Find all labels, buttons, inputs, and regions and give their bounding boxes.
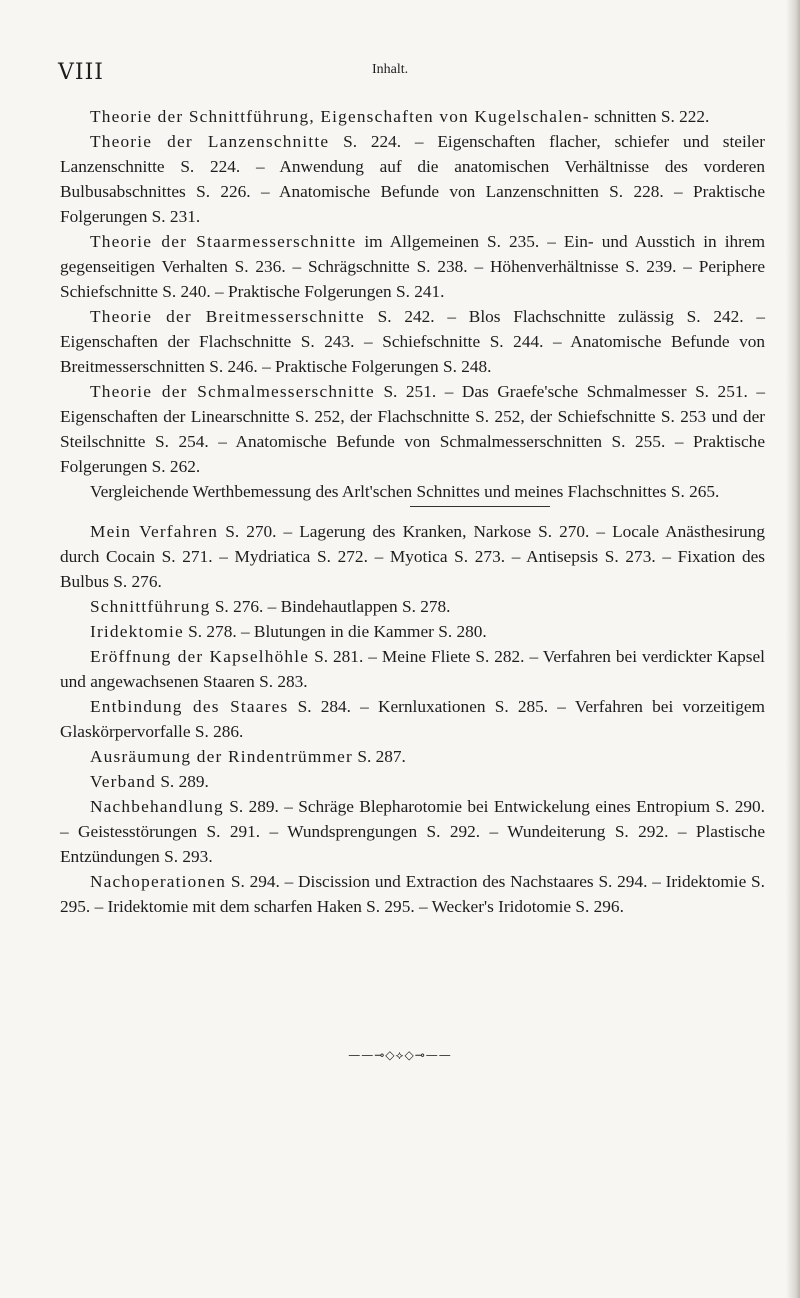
toc-section-method bbox=[60, 519, 765, 919]
toc-entry-text: S. 224. – Eigenschaften flacher, schiefer und steiler Lanzenschnitte S. 224. – Anwendung auf die anatomischen Verhältnisse des vorderen Bulbusabschnittes S. 226. – Anatomische Befunde von Lanzenschnitten S. 228. – Praktische Folgerungen S. 231. bbox=[60, 132, 765, 226]
toc-entry-heading: Verband bbox=[90, 772, 156, 791]
end-ornament: ——⊸◇⟡◇⊸—— bbox=[348, 1048, 452, 1062]
toc-entry-heading: Eröffnung der Kapselhöhle bbox=[90, 647, 310, 666]
toc-entry-text: schnitten S. 222. bbox=[594, 107, 710, 126]
page-edge-shadow bbox=[786, 0, 800, 1298]
toc-entry-heading: Nachoperationen bbox=[90, 872, 227, 891]
toc-entry bbox=[60, 229, 765, 304]
toc-entry-heading: Theorie der Schmalmesserschnitte bbox=[90, 382, 375, 401]
toc-entry-text: S. 281. – Meine Fliete S. 282. – Verfahren bei verdickter Kapsel und angewachsenen Staaren S. 283. bbox=[60, 647, 765, 691]
toc-entry-heading: Mein Verfahren bbox=[90, 522, 219, 541]
toc-entry bbox=[60, 769, 765, 794]
toc-entry-text: S. 251. – Das Graefe'sche Schmalmesser S. 251. – Eigenschaften der Linearschnitte S. 252, der Flachschnitte S. 252, der Schiefschnitte S. 253 und der Steilschnitte S. 254. – Anatomische Befunde von Schmalmesserschnitten S. 255. – Praktische Folgerungen S. 262. bbox=[60, 382, 765, 476]
toc-entry bbox=[60, 619, 765, 644]
toc-entry bbox=[60, 744, 765, 769]
toc-entry-heading: Theorie der Breitmesserschnitte bbox=[90, 307, 365, 326]
toc-entry-text: S. 294. – Discission und Extraction des Nachstaares S. 294. – Iridektomie S. 295. – Iridektomie mit dem scharfen Haken S. 295. – Wecker's Iridotomie S. 296. bbox=[60, 872, 765, 916]
toc-entry-text: S. 278. – Blutungen in die Kammer S. 280. bbox=[188, 622, 487, 641]
table-of-contents-body bbox=[60, 104, 765, 919]
toc-entry bbox=[60, 519, 765, 594]
toc-entry-text: Vergleichende Werthbemessung des Arlt'schen Schnittes und meines Flachschnittes S. 265. bbox=[90, 482, 720, 501]
toc-entry-text: im Allgemeinen S. 235. – Ein- und Ausstich in ihrem gegenseitigen Verhalten S. 236. – Schrägschnitte S. 238. – Höhenverhältnisse S. 239. – Periphere Schiefschnitte S. 240. – Praktische Folgerungen S. 241. bbox=[60, 232, 766, 301]
toc-entry-text: S. 287. bbox=[357, 747, 406, 766]
toc-entry bbox=[60, 304, 765, 379]
toc-entry-heading: Entbindung des Staares bbox=[90, 697, 289, 716]
running-head: Inhalt. bbox=[372, 62, 409, 77]
toc-entry-heading: Nachbehandlung bbox=[90, 797, 224, 816]
toc-entry bbox=[60, 479, 765, 504]
toc-entry-heading: Schnittführung bbox=[90, 597, 211, 616]
toc-entry bbox=[60, 869, 765, 919]
toc-entry-text: S. 289. bbox=[160, 772, 209, 791]
toc-entry-heading: Theorie der Lanzenschnitte bbox=[90, 132, 330, 151]
page-number: VIII bbox=[58, 60, 104, 85]
toc-section-theory bbox=[60, 104, 765, 504]
toc-entry bbox=[60, 104, 765, 129]
toc-entry-heading: Ausräumung der Rindentrümmer bbox=[90, 747, 354, 766]
toc-entry-heading: Theorie der Staarmesserschnitte bbox=[90, 232, 357, 251]
toc-entry bbox=[60, 644, 765, 694]
toc-entry-heading: Theorie der Schnittführung, Eigenschaften von Kugelschalen- bbox=[90, 107, 590, 126]
toc-entry-text: S. 270. – Lagerung des Kranken, Narkose S. 270. – Locale Anästhesirung durch Cocain S. 271. – Mydriatica S. 272. – Myotica S. 273. – Antisepsis S. 273. – Fixation des Bulbus S. 276. bbox=[60, 522, 766, 591]
toc-entry-text: S. 289. – Schräge Blepharotomie bei Entwickelung eines Entropium S. 290. – Geistesstörungen S. 291. – Wundsprengungen S. 292. – Wundeiterung S. 292. – Plastische Entzündungen S. 293. bbox=[60, 797, 765, 866]
toc-entry-text: S. 276. – Bindehautlappen S. 278. bbox=[214, 597, 451, 616]
toc-entry-text: S. 242. – Blos Flachschnitte zulässig S. 242. – Eigenschaften der Flachschnitte S. 243. – Schiefschnitte S. 244. – Anatomische Befunde von Breitmesserschnitten S. 246. – Praktische Folgerungen S. 248. bbox=[60, 307, 766, 376]
toc-entry bbox=[60, 594, 765, 619]
toc-entry-text: S. 284. – Kernluxationen S. 285. – Verfahren bei vorzeitigem Glaskörpervorfalle S. 286. bbox=[60, 697, 765, 741]
toc-entry bbox=[60, 379, 765, 479]
toc-entry bbox=[60, 129, 765, 229]
toc-entry bbox=[60, 794, 765, 869]
toc-entry bbox=[60, 694, 765, 744]
toc-entry-heading: Iridektomie bbox=[90, 622, 184, 641]
section-divider bbox=[410, 506, 550, 507]
